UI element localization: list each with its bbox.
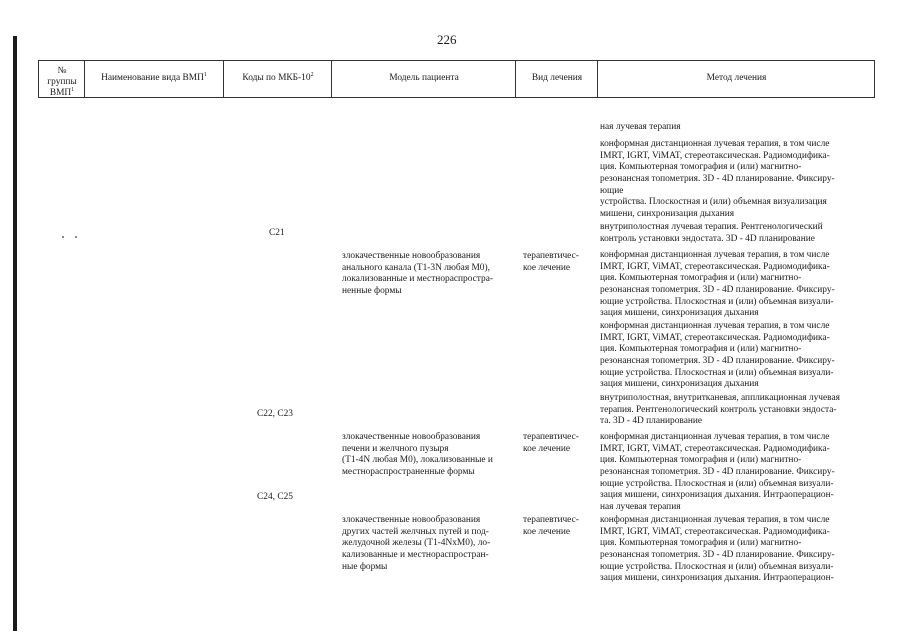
header-treatment-type: Вид лечения	[531, 73, 583, 83]
header-bottom-rule	[38, 97, 875, 98]
scan-speck	[62, 236, 64, 238]
header-vmp-name: Наименование вида ВМП$^1$	[101, 72, 207, 83]
method-text-block: конформная дистанционная лучевая терапия, в том числе IMRT, IGRT, ViMAT, стереотаксическая. Радиомодифика- ция. Компьютерная томография и (или) магнитно- резонансная топометрия. 3D - 4D планирование. Фиксиру- ющие устройства. Плоскостная и (или) объемная визуализация мишени, синхронизация дыхания	[600, 139, 835, 219]
method-text-block: ная лучевая терапия	[600, 122, 681, 133]
method-text-block: конформная дистанционная лучевая терапия, в том числе IMRT, IGRT, ViMAT, стереотаксическая. Радиомодифика- ция. Компьютерная томография и (или) магнитно- резонансная топометрия. 3D - 4D планирование. Фиксиру- ющие устройства. Плоскостная и (или) объемная визуали- зация мишени, синхронизация дыхания. Интраоперацион-	[600, 515, 835, 584]
binding-edge-line	[13, 36, 17, 631]
column-divider	[874, 60, 875, 98]
column-divider	[597, 60, 598, 98]
treatment-type: терапевтичес- кое лечение	[523, 251, 579, 273]
method-text-block: конформная дистанционная лучевая терапия, в том числе IMRT, IGRT, ViMAT, стереотаксическая. Радиомодифика- ция. Компьютерная томография и (или) магнитно- резонансная топометрия. 3D - 4D планирование. Фиксиру- ющие устройства. Плоскостная и (или) объемная визуали- зация мишени, синхронизация дыхания	[600, 321, 835, 390]
header-patient-model: Модель пациента	[389, 73, 459, 83]
scan-speck	[75, 236, 77, 238]
method-text-block: внутриполостная, внутритканевая, аппликационная лучевая терапия. Рентгенологический контроль установки эндоста- та. 3D - 4D планирование	[600, 393, 840, 427]
icd-code: C21	[269, 228, 285, 238]
patient-model: злокачественные новообразования печени и желчного пузыря (T1-4N любая M0), локализованные и местнораспространенные формы	[342, 432, 493, 477]
method-text-block: конформная дистанционная лучевая терапия, в том числе IMRT, IGRT, ViMAT, стереотаксическая. Радиомодифика- ция. Компьютерная томография и (или) магнитно- резонансная топометрия. 3D - 4D планирование. Фиксиру- ющие устройства. Плоскостная и (или) объемная визуали- зация мишени, синхронизация дыхания	[600, 250, 835, 319]
patient-model: злокачественные новообразования анального канала (T1-3N любая M0), локализованные и местнораспростра- ненные формы	[342, 251, 493, 296]
column-divider	[515, 60, 516, 98]
patient-model: злокачественные новообразования других частей желчных путей и под- желудочной железы (T1-4NxM0), ло- кализованные и местнораспростран- ные формы	[342, 515, 491, 572]
column-divider	[38, 60, 39, 98]
icd-code: C24, C25	[257, 492, 293, 502]
treatment-type: терапевтичес- кое лечение	[523, 432, 579, 454]
column-divider	[84, 60, 85, 98]
method-text-block: внутриполостная лучевая терапия. Рентгенологический контроль установки эндостата. 3D - 4D планирование	[600, 222, 823, 244]
column-divider	[331, 60, 332, 98]
treatment-type: терапевтичес- кое лечение	[523, 515, 579, 537]
header-icd-codes: Коды по МКБ-$10^2$	[242, 72, 314, 83]
header-group-number: № группы ВМП$^1$	[47, 66, 77, 98]
column-divider	[223, 60, 224, 98]
header-top-rule	[38, 60, 875, 61]
icd-code: C22, C23	[257, 409, 293, 419]
header-treatment-method: Метод лечения	[706, 73, 767, 83]
method-text-block: конформная дистанционная лучевая терапия, в том числе IMRT, IGRT, ViMAT, стереотаксическая. Радиомодифика- ция. Компьютерная томография и (или) магнитно- резонансная топометрия. 3D - 4D планирование. Фиксиру- ющие устройства. Плоскостная и (или) объемная визуали- зация мишени, синхронизация дыхания. Интраоперацион- ная лучевая терапия	[600, 432, 835, 512]
page-number: 226	[437, 32, 457, 47]
